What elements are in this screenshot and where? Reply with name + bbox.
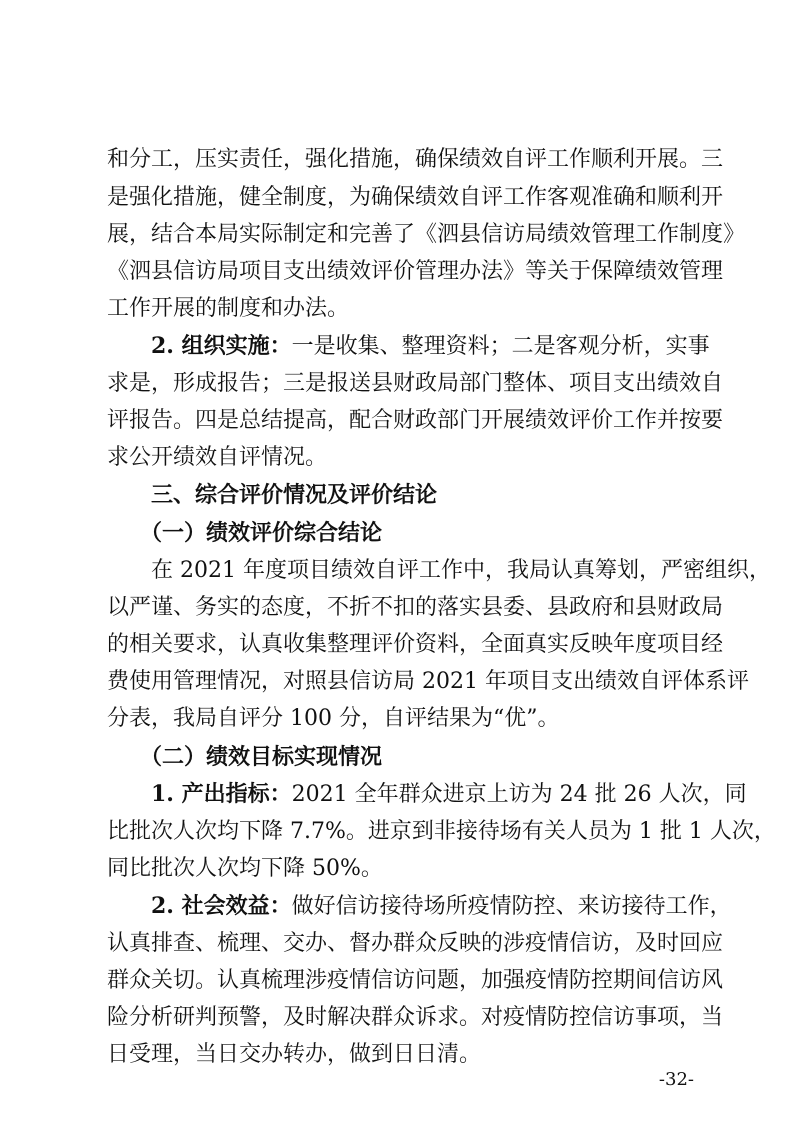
body-text-line: 认真排查、梳理、交办、督办群众反映的涉疫情信访，及时回应 [107, 931, 724, 956]
body-text-line: 日受理，当日交办转办，做到日日清。 [107, 1042, 482, 1067]
body-text-line: 比批次人次均下降 7.7%。进京到非接待场有关人员为 1 批 1 人次， [107, 819, 776, 844]
subsection-heading: （一）绩效评价综合结论 [140, 520, 383, 546]
body-text-line: 和分工，压实责任，强化措施，确保绩效自评工作顺利开展。三 [107, 147, 724, 172]
paragraph-social-benefit [151, 891, 732, 921]
item-text: 一是收集、整理资料；二是客观分析，实事 [291, 334, 710, 359]
body-text-line: 分表，我局自评分 100 分，自评结果为“优”。 [107, 706, 560, 731]
body-text-line: 的相关要求，认真收集整理评价资料，全面真实反映年度项目经 [107, 632, 724, 657]
body-text-line: 是强化措施，健全制度，为确保绩效自评工作客观准确和顺利开 [107, 185, 724, 210]
paragraph-output-indicator [151, 779, 747, 809]
item-text: 做好信访接待场所疫情防控、来访接待工作， [291, 894, 732, 919]
paragraph-organize-implement [151, 331, 710, 361]
item-label: 2. 组织实施： [151, 333, 292, 359]
body-text-line: 在 2021 年度项目绩效自评工作中，我局认真筹划，严密组织， [151, 558, 771, 583]
body-text-line: 费使用管理情况，对照县信访局 2021 年项目支出绩效自评体系评 [107, 669, 749, 694]
item-label: 2. 社会效益： [151, 893, 292, 919]
body-text-line: 求公开绩效自评情况。 [107, 445, 328, 470]
body-text-line: 评报告。四是总结提高，配合财政部门开展绩效评价工作并按要 [107, 408, 724, 433]
body-text-line: 《泗县信访局项目支出绩效评价管理办法》等关于保障绩效管理 [107, 259, 724, 284]
section-heading: 三、综合评价情况及评价结论 [151, 483, 438, 508]
body-text-line: 群众关切。认真梳理涉疫情信访问题，加强疫情防控期间信访风 [107, 968, 724, 993]
body-text-line: 险分析研判预警，及时解决群众诉求。对疫情防控信访事项，当 [107, 1005, 724, 1030]
body-text-line: 以严谨、务实的态度，不折不扣的落实县委、县政府和县财政局 [107, 595, 724, 620]
page-number: -32- [658, 1069, 694, 1090]
body-text-line: 同比批次人次均下降 50%。 [107, 856, 383, 881]
body-text-line: 展，结合本局实际制定和完善了《泗县信访局绩效管理工作制度》 [107, 222, 746, 247]
body-text-line: 工作开展的制度和办法。 [107, 296, 350, 321]
item-text: 2021 全年群众进京上访为 24 批 26 人次，同 [291, 782, 747, 807]
item-label: 1. 产出指标： [151, 781, 292, 807]
body-text-line: 求是，形成报告；三是报送县财政局部门整体、项目支出绩效自 [107, 371, 724, 396]
subsection-heading: （二）绩效目标实现情况 [140, 744, 383, 770]
